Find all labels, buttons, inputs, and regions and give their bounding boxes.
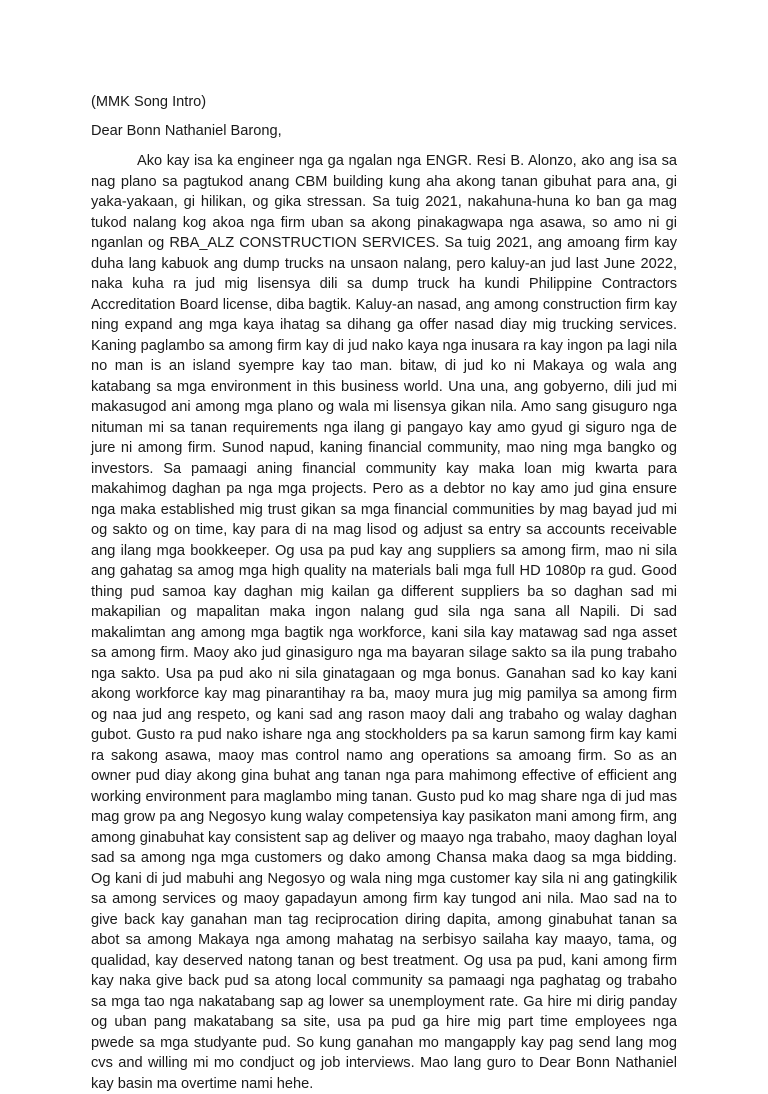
letter-body: Ako kay isa ka engineer nga ga ngalan nga ENGR. Resi B. Alonzo, ako ang isa sa nag plano sa pagtukod anang CBM building kung aha akong tanan gibuhat para ana, gi yaka-yakaan, gi hilikan, og gika stressan. Sa tuig 2021, nakahuna-huna ko ban ga mag tukod nalang kog akoa nga firm uban sa akong pinakagwapa nga asawa, so amo ni gi nganlan og RBA_ALZ CONSTRUCTION SERVICES. Sa tuig 2021, ang amoang firm kay duha lang kabuok ang dump trucks na unsaon nalang, pero kaluy-an jud last June 2022, naka kuha ra jud mig lisensya dili sa dump truck ha kundi Philippine Contractors Accreditation Board license, diba bagtik. Kaluy-an nasad, ang among construction firm kay ning expand ang mga kaya ihatag sa dihang ga offer nasad diay mig trucking services. Kaning paglambo sa among firm kay di jud nako kaya nga inusara ra kay ingon pa lagi nila no man is an island syempre kay tao man. bitaw, di jud ko ni Makaya og wala ang katabang sa mga environment in this business world. Una una, ang gobyerno, dili jud mi makasugod ani among mga plano og wala mi lisensya gikan nila. Amo sang gisuguro nga nituman mi sa tanan requirements nga ilang gi pangayo kay amo gyud gi siguro nga de jure ni among firm. Sunod napud, kaning financial community, mao ning mga bangko og investors. Sa pamaagi aning financial community kay maka loan mig kwarta para makahimog daghan pa nga mga projects. Pero as a debtor no kay amo jud gina ensure nga maka established mig trust gikan sa mga financial communities by mag bayad jud mi og sakto og on time, kay para di na mag lisod og adjust sa entry sa accounts receivable ang ilang mga bookkeeper. Og usa pa pud kay ang suppliers sa among firm, mao ni sila ang gahatag sa amog mga high quality na materials bali mga full HD 1080p ra gud. Good thing pud samoa kay daghan mig kailan ga different suppliers ba so daghan sad mi makapilian og mapalitan maka ingon nalang gud sila nga sana all Napili. Di sad makalimtan ang among mga bagtik nga workforce, kani sila kay matawag sad nga asset sa among firm. Maoy ako jud ginasiguro nga ma bayaran silage sakto sa ila pung trabaho nga sakto. Usa pa pud ako ni sila ginatagaan og mga bonus. Ganahan sad ko kay kani akong workforce kay mag pinarantihay ra ba, maoy mura jug mig pamilya sa among firm og naa jud ang respeto, og kani sad ang rason maoy dali ang trabaho og walay daghan gubot. Gusto ra pud nako ishare nga ang stockholders pa sa karun samong firm kay kami ra sakong asawa, maoy mas control namo ang operations sa amoang firm. So as an owner pud diay akong gina buhat ang tanan nga para mahimong effective of efficient ang working environment para maglambo ming tanan. Gusto pud ko mag share nga di jud mas mag grow pa ang Negosyo kung walay competensiya kay pasikaton mani among firm, ang among ginabuhat kay consistent sap ag deliver og maayo nga trabaho, maoy daghan loyal sad sa among nga mga customers og dako among Chansa maka daog sa mga bidding. Og kani di jud mabuhi ang Negosyo og wala ning mga customer kay sila ni ang gatingkilik sa among services og maoy gapadayun among firm kay tungod ani nila. Mao sad na to give back kay ganahan man tag reciprocation diring dapita, among ginabuhat tanan sa abot sa among Makaya nga among mahatag na serbisyo sailaha kay maayo, tama, og qualidad, kay deserved natong tanan og best treatment. Og usa pa pud, kani among firm kay naka give back pud sa atong local community sa pamaagi nga paghatag og trabaho sa mga tao nga nakatabang sap ag lower sa unemployment rate. Ga hire mi dirig panday og uban pang makatabang sa site, usa pa pud ga hire mig part time employees nga pwede sa mga studyante pud. So kung ganahan mo mangapply kay pag send lang mog cvs and willing mi mo condjuct og job interviews. Mao lang guro to Dear Bonn Nathaniel kay basin ma overtime nami hehe.: [91, 153, 677, 1092]
letter-salutation: Dear Bonn Nathaniel Barong,: [91, 123, 282, 139]
letter-page: [91, 92, 677, 1094]
letter-intro: (MMK Song Intro): [91, 94, 207, 110]
